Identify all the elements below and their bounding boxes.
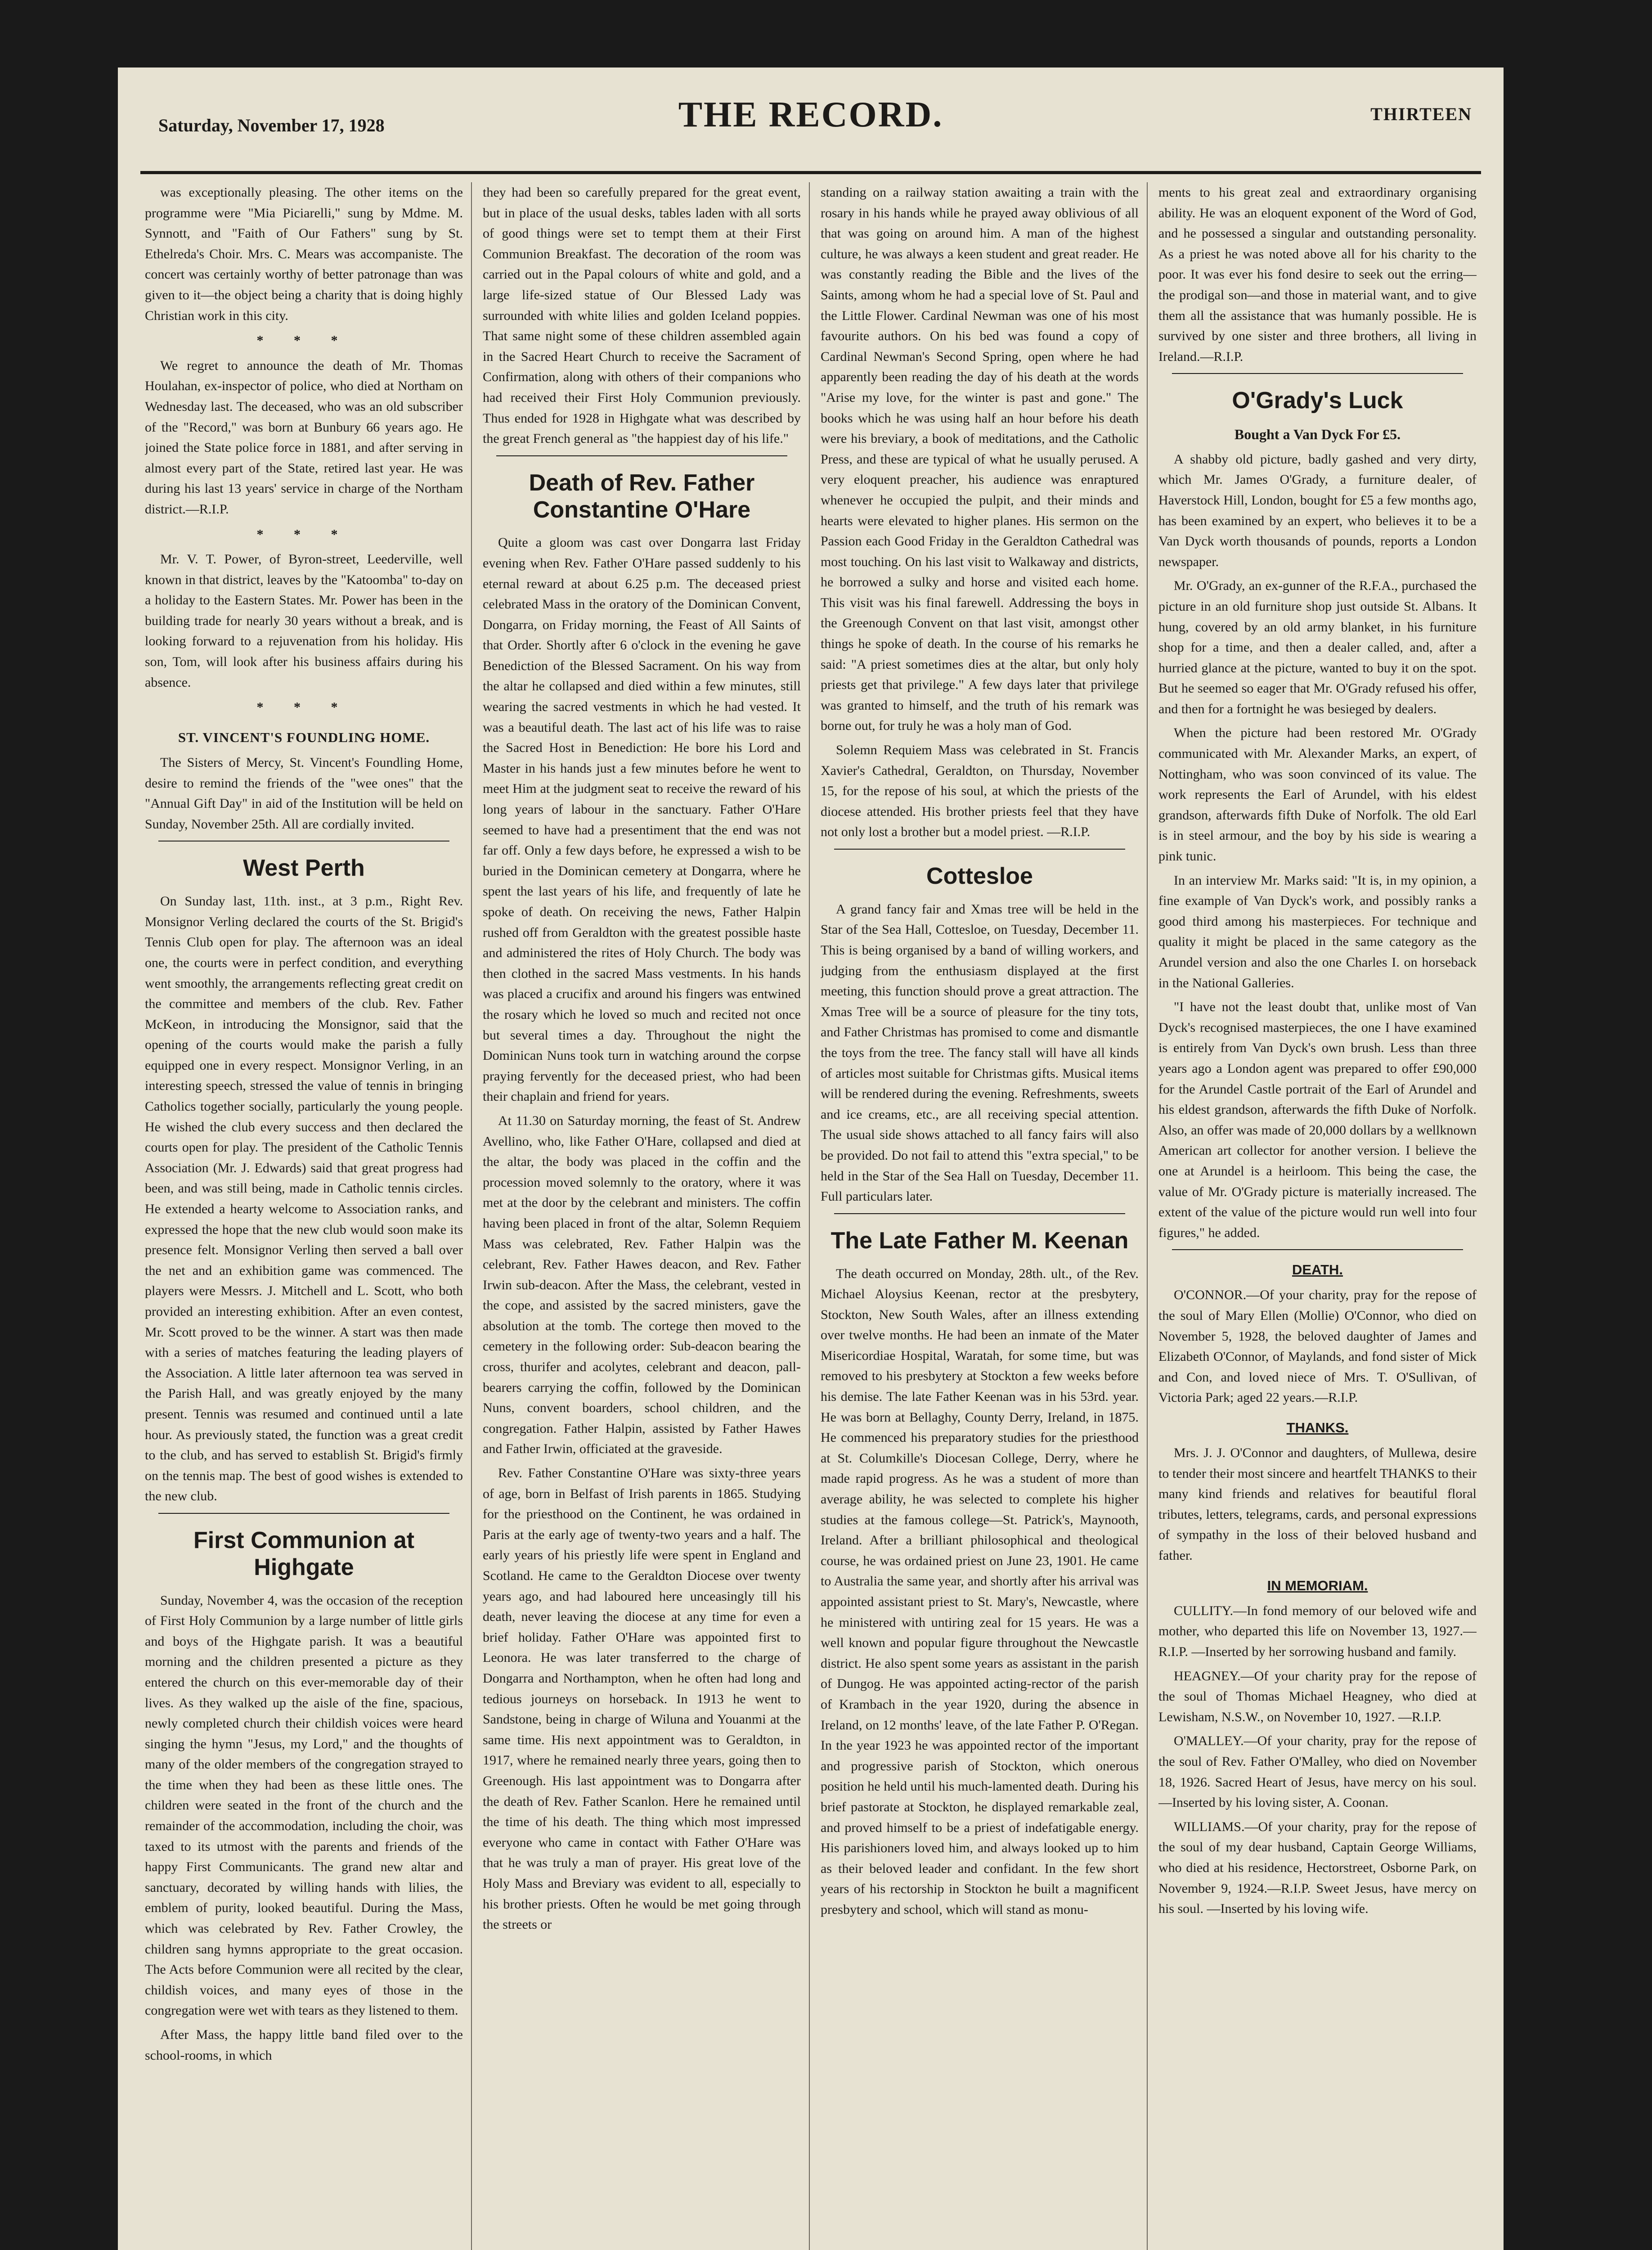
column-3 [821,182,1148,2250]
article-paragraph: The Sisters of Mercy, St. Vincent's Foundling Home, desire to remind the friends of the "wee ones" that the "Annual Gift Day" in aid of the Institution will be held on Sunday, November 25th. All are cordially invited. [145,755,463,832]
article-paragraph: was exceptionally pleasing. The other items on the programme were "Mia Piciarelli," sung by Mdme. M. Synnott, and "Faith of Our Fathers" sung by St. Ethelreda's Choir. Mrs. C. Mears was accompaniste. The concert was certainly worthy of better patronage than was given to it—the object being a charity that is doing highly Christian work in this city. [145,185,463,323]
article-paragraph: On Sunday last, 11th. inst., at 3 p.m., Right Rev. Monsignor Verling declared the courts of the St. Brigid's Tennis Club open for play. The afternoon was an ideal one, the courts were in perfect condition, and everything went smoothly, the arrangements reflecting great credit on the committee and members of the club. Rev. Father McKeon, in introducing the Monsignor, said that the opening of the courts would make the parish a fully equipped one in every respect. Monsignor Verling, in an interesting speech, stressed the value of tennis in bringing Catholics together socially, particularly the young people. He wished the club every success and then declared the courts open for play. The president of the Catholic Tennis Association (Mr. J. Edwards) said that great progress had been, and was still being, made in Catholic tennis circles. He extended a hearty welcome to Association ranks, and expressed the hope that the new club would soon make its presence felt. Monsignor Verling then served a ball over the net and an exhibition game was commenced. The players were Messrs. J. Mitchell and L. Scott, who both provided an interesting exhibition. After an even contest, Mr. Scott proved to be the winner. A start was then made with a series of matches featuring the leading players of the Association. A little later afternoon tea was served in the Parish Hall, and was greatly enjoyed by the many present. Tennis was resumed and continued until a late hour. As previously stated, the function was a great credit to the club, and has served to establish St. Brigid's firmly on the tennis map. The best of good wishes is extended to the new club. [145,894,463,1504]
article-headline: The Late Father M. Keenan [830,1227,1129,1254]
notices-heading: IN MEMORIAM. [1267,1577,1368,1593]
death-notice: O'CONNOR.—Of your charity, pray for the repose of the soul of Mary Ellen (Mollie) O'Connor, who died on November 5, 1928, the beloved daughter of James and Elizabeth O'Connor, of Maylands, and fond sister of Mick and Con, and loved niece of Mrs. T. O'Sullivan, of Victoria Park; aged 22 years.—R.I.P. [1158,1287,1477,1405]
article-paragraph: Quite a gloom was cast over Dongarra last Friday evening when Rev. Father O'Hare passed suddenly to his eternal reward at about 6.25 p.m. The deceased priest celebrated Mass in the oratory of the Dominican Convent, Dongarra, on Friday morning, the Feast of All Saints of that Order. Shortly after 6 o'clock in the evening he gave Benediction of the Blessed Sacrament. On his way from the altar he collapsed and died within a few minutes, still wearing the sacred vestments in which he had vested. It was a beautiful death. The last act of his life was to raise the Sacred Host in Benediction: He bore his Lord and Master in his hands just a few minutes before he went to meet Him at the judgment seat to receive the reward of his long years of labour in the sanctuary. Father O'Hare seemed to have had a presentiment that the end was not far off. Only a few days before, he expressed a wish to be buried in the Dominican cemetery at Dongarra, where he spent the last years of his life, and frequently of late he spoke of death. On receiving the news, Father Halpin rushed off from Geraldton with the greatest possible haste and administered the rites of Holy Church. The body was then clothed in the sacred Mass vestments. In his hands was placed a crucifix and around his fingers was entwined the rosary which he loved so much and recited not once but several times a day. Throughout the night the Dominican Nuns took turn in watching around the corpse praying fervently for the deceased priest, who had been their chaplain and friend for years. [483,535,801,1104]
article-headline: West Perth [243,855,365,882]
article-paragraph: After Mass, the happy little band filed over to the school-rooms, in which [145,2027,463,2063]
article-paragraph: In an interview Mr. Marks said: "It is, in my opinion, a fine example of Van Dyck's work, and possibly ranks a good third among his masterpieces. For technique and quality it might be placed in the same category as the Arundel version and also the one Charles I. on horseback in the National Galleries. [1158,873,1477,990]
article-paragraph: A shabby old picture, badly gashed and very dirty, which Mr. James O'Grady, a furniture dealer, of Haverstock Hill, London, bought for £5 a few months ago, has been examined by an expert, who believes it to be a Van Dyck worth thousands of pounds, reports a London newspaper. [1158,451,1477,569]
section-separator: * * * [256,333,351,348]
article-paragraph: Sunday, November 4, was the occasion of the reception of First Holy Communion by a large number of little girls and boys of the Highgate parish. It was a beautiful morning and the children presented a picture as they entered the church on this ever-memorable day of their lives. As they walked up the aisle of the fine, spacious, newly completed church their childish voices were heard singing the hymn "Jesus, my Lord," and the thoughts of many of the older members of the congregation strayed to the time when they had been as these little ones. The children were seated in the front of the church and the remainder of the accommodation, including the choir, was taxed to its utmost with the parents and friends of the happy First Communicants. The grand new altar and sanctuary, decorated by willing hands with lilies, the emblem of purity, looked beautiful. During the Mass, which was celebrated by Rev. Father Crowley, the children sang hymns appropriate to the great occasion. The Acts before Communion were all recited by the clear, childish voices, and many eyes of those in the congregation were wet with tears as they listened to them. [145,1593,463,2018]
section-separator: * * * [256,526,351,542]
memoriam-notice: CULLITY.—In fond memory of our beloved wife and mother, who departed this life on November 13, 1927.—R.I.P. —Inserted by her sorrowing husband and family. [1158,1603,1477,1659]
article-paragraph: Solemn Requiem Mass was celebrated in St. Francis Xavier's Cathedral, Geraldton, on Thursday, November 15, for the repose of his soul, at which the priests of the diocese attended. His brother priests feel that they have not only lost a brother but a model priest. —R.I.P. [821,742,1139,840]
divider [496,455,787,456]
article-paragraph: Rev. Father Constantine O'Hare was sixty-three years of age, born in Belfast of Irish parents in 1865. Studying for the priesthood on the Continent, he was ordained in Paris at the early age of twenty-two years and a half. The early years of his priestly life were spent in England and Scotland. He came to the Geraldton Diocese over twenty years ago, and had laboured here unceasingly till his death, never leaving the diocese at any time for even a brief holiday. Father O'Hare was appointed first to Leonora. He was later transferred to the charge of Dongarra and Northampton, when he often had long and tedious journeys on horseback. In 1913 he went to Sandstone, being in charge of Wiluna and Youanmi at the same time. His next appointment was to Geraldton, in 1917, where he remained nearly three years, going then to Greenough. His last appointment was to Dongarra after the death of Rev. Father Scanlon. Here he remained until the time of his death. The thing which most impressed everyone who came in contact with Father O'Hare was that he was truly a man of prayer. His great love of the Holy Mass and Breviary was evident to all, especially to his brother priests. Often he would be met going through the streets or [483,1466,801,1932]
column-4 [1158,182,1477,2250]
divider [834,849,1125,850]
column-2 [483,182,810,2250]
article-paragraph: We regret to announce the death of Mr. Thomas Houlahan, ex-inspector of police, who died at Northam on Wednesday last. The deceased, who was an old subscriber of the "Record," was born at Bunbury 66 years ago. He joined the State police force in 1881, and after serving in almost every part of the State, retired last year. He was during his last 13 years' service in charge of the Northam district.—R.I.P. [145,358,463,517]
divider [1172,373,1463,374]
article-paragraph: The death occurred on Monday, 28th. ult., of the Rev. Michael Aloysius Keenan, rector at the presbytery, Stockton, New South Wales, after an illness extending over twelve months. He had been an inmate of the Mater Misericordiae Hospital, Waratah, for some time, but was removed to his presbytery at Stockton a few weeks before his demise. The late Father Keenan was in his 53rd. year. He was born at Bellaghy, County Derry, Ireland, in 1875. He commenced his preparatory studies for the priesthood at St. Columkille's Diocesan College, Derry, where he made rapid progress. As he was a student of more than average ability, he was selected to complete his higher studies at the famous college—St. Patrick's, Maynooth, Ireland. After a brilliant philosophical and theological course, he was ordained priest on June 23, 1901. He came to Australia the same year, and shortly after his arrival was appointed assistant priest to St. Mary's, Newcastle, where he ministered with untiring zeal for 15 years. He was a well known and popular figure throughout the Newcastle district. He also spent some years as assistant in the parish of Dungog. He was appointed acting-rector of the parish of Krambach in the year 1920, during the absence in Ireland, on 12 months' leave, of the late Father P. O'Regan. In the year 1923 he was appointed rector of the important and progressive parish of Stockton, which onerous position he held until his much-lamented death. During his brief pastorate at Stockton, he displayed remarkable zeal, and proved himself to be a priest of indefatigable energy. His parishioners loved him, and always looked up to him as their beloved leader and confidant. In the few short years of his rectorship in Stockton he built a magnificent presbytery and school, which will stand as monu- [821,1266,1139,1917]
article-headline: Death of Rev. Father Constantine O'Hare [529,469,755,523]
divider [1172,1249,1463,1250]
issue-date: Saturday, November 17, 1928 [158,115,385,135]
article-paragraph: ments to his great zeal and extraordinary organising ability. He was an eloquent exponent of the Word of God, and he possessed a singular and outstanding personality. As a priest he was noted above all for his charity to the poor. It was ever his fond desire to seek out the erring—the prodigal son—and those in material want, and to give them all the assistance that was humanly possible. He is survived by one sister and three brothers, all living in Ireland.—R.I.P. [1158,185,1477,364]
article-paragraph: standing on a railway station awaiting a train with the rosary in his hands while he prayed away oblivious of all that was going on around him. A man of the highest culture, he was always a keen student and great reader. He was constantly reading the Bible and the lives of the Saints, among whom he had a special love of St. Paul and the Little Flower. Cardinal Newman was one of his most favourite authors. On his bed was found a copy of Cardinal Newman's Second Spring, open where he had apparently been reading the day of his death at the words "Arise my love, for the winter is past and gone." The books which he was using half an hour before his death were his breviary, a book of meditations, and the Catholic Press, and these are typical of what he usually perused. A very eloquent preacher, his audience was enraptured whenever he occupied the pulpit, and their minds and hearts were elevated to higher planes. His sermon on the Passion each Good Friday in the Geraldton Cathedral was most touching. On his last visit to Walkaway and districts, he borrowed a sulky and horse and visited each home. This visit was his final farewell. Addressing the boys in the Greenough Convent on that last visit, amongst other things he spoke of death. In the course of his remarks he said: "A priest sometimes dies at the altar, but only holy priests get that privilege." A few days later that privilege was granted to himself, and the truth of his remark was borne out, for truly he was a holy man of God. [821,185,1139,734]
article-headline: First Communion at Highgate [193,1527,415,1580]
article-paragraph: When the picture had been restored Mr. O'Grady communicated with Mr. Alexander Marks, an expert, of Nottingham, who was soon convinced of its value. The work represents the Earl of Arundel, with his eldest grandson, afterwards fifth Duke of Norfolk. The old Earl is in steel armour, and the boy by his side is wearing a pink tunic. [1158,725,1477,864]
article-headline: O'Grady's Luck [1232,387,1403,414]
divider [834,1213,1125,1214]
article-paragraph: A grand fancy fair and Xmas tree will be held in the Star of the Sea Hall, Cottesloe, on Tuesday, December 11. This is being organised by a band of willing workers, and judging from the enthusiasm displayed at the first meeting, this function should prove a great attraction. The Xmas Tree will be a source of pleasure for the tiny tots, and Father Christmas has promised to come and dismantle the toys from the tree. The fancy stall will have all kinds of articles most suitable for Christmas gifts. Musical items will be rendered during the evening. Refreshments, sweets and ice creams, etc., are all receiving special attention. The usual side shows attached to all fancy fairs will also be provided. Do not fail to attend this "extra special," to be held in the Star of the Sea Hall on Tuesday, December 11. Full particulars later. [821,901,1139,1204]
section-separator: * * * [256,700,351,715]
thanks-notice: Mrs. J. J. O'Connor and daughters, of Mullewa, desire to tender their most sincere and heartfelt THANKS to their many kind friends and relatives for beautiful floral tributes, letters, telegrams, cards, and personal expressions of sympathy in the loss of their beloved husband and father. [1158,1445,1477,1563]
section-heading: ST. VINCENT'S FOUNDLING HOME. [178,729,430,745]
divider [158,1513,449,1514]
article-subheading: Bought a Van Dyck For £5. [1234,426,1401,443]
notices-heading: DEATH. [1292,1262,1343,1278]
masthead-rule [140,171,1481,174]
column-1 [145,182,472,2250]
masthead [140,76,1481,180]
article-paragraph: they had been so carefully prepared for the great event, but in place of the usual desks, tables laden with all sorts of good things were set to tempt them at their First Communion Breakfast. The decoration of the room was carried out in the Papal colours of white and gold, and a large life-sized statue of Our Blessed Lady was surrounded with white lilies and golden Iceland poppies. That same night some of these children assembled again in the Sacred Heart Church to receive the Sacrament of Confirmation, along with others of their companions who had received their First Holy Communion previously. Thus ended for 1928 in Highgate what was described by the great French general as "the happiest day of his life." [483,185,801,446]
article-paragraph: At 11.30 on Saturday morning, the feast of St. Andrew Avellino, who, like Father O'Hare, collapsed and died at the altar, the body was placed in the coffin and the procession moved solemnly to the oratory, where it was met at the door by the celebrant and ministers. The coffin having been placed in front of the altar, Solemn Requiem Mass was celebrated, Rev. Father Halpin was the celebrant, Rev. Father Hawes deacon, and Rev. Father Irwin sub-deacon. After the Mass, the celebrant, vested in the cope, and assisted by the sacred ministers, gave the absolution at the tomb. The cortege then moved to the cemetery in the following order: Sub-deacon bearing the cross, thurifer and acolytes, celebrant and deacon, pall-bearers carrying the coffin, followed by the Dominican Nuns, convent boarders, school children, and the congregation. Father Halpin, assisted by Father Hawes and Father Irwin, officiated at the graveside. [483,1113,801,1457]
newspaper-title: THE RECORD. [678,95,943,135]
memoriam-notice: O'MALLEY.—Of your charity, pray for the repose of the soul of Rev. Father O'Malley, who died on November 18, 1926. Sacred Heart of Jesus, have mercy on his soul. —Inserted by his loving sister, A. Coonan. [1158,1733,1477,1810]
article-headline: Cottesloe [926,863,1033,889]
notices-heading: THANKS. [1286,1420,1349,1436]
article-paragraph: Mr. V. T. Power, of Byron-street, Leederville, well known in that district, leaves by the "Katoomba" to-day on a holiday to the Eastern States. Mr. Power has been in the building trade for nearly 30 years without a break, and is looking forward to a rejuvenation from his holiday. His son, Tom, will look after his business affairs during his absence. [145,552,463,690]
article-paragraph: "I have not the least doubt that, unlike most of Van Dyck's recognised masterpieces, the one I have examined is entirely from Van Dyck's own brush. Less than three years ago a London agent was prepared to offer £90,000 for the Arundel Castle portrait of the Earl of Arundel and his eldest grandson, afterwards the fifth Duke of Norfolk. Also, an offer was made of 20,000 dollars by a wellknown American art collector for another version. I believe the one at Arundel is a heirloom. This being the case, the value of Mr. O'Grady picture is materially increased. The extent of the value of the picture would run well into four figures," he added. [1158,999,1477,1240]
columns [145,182,1477,2250]
divider [158,841,449,842]
newspaper-page [118,68,1504,2250]
memoriam-notice: WILLIAMS.—Of your charity, pray for the repose of the soul of my dear husband, Captain George Williams, who died at his residence, Hectorstreet, Osborne Park, on November 9, 1924.—R.I.P. Sweet Jesus, have mercy on his soul. —Inserted by his loving wife. [1158,1819,1477,1917]
article-paragraph: Mr. O'Grady, an ex-gunner of the R.F.A., purchased the picture in an old furniture shop just outside St. Albans. It hung, covered by an old army blanket, in his furniture shop for a time, and then a dealer called, and, after a hurried glance at the picture, wanted to buy it on the spot. But he seemed so eager that Mr. O'Grady refused his offer, and then for a fortnight he was besieged by dealers. [1158,578,1477,716]
page-number: THIRTEEN [1370,104,1472,124]
memoriam-notice: HEAGNEY.—Of your charity pray for the repose of the soul of Thomas Michael Heagney, who died at Lewisham, N.S.W., on November 10, 1927. —R.I.P. [1158,1668,1477,1724]
